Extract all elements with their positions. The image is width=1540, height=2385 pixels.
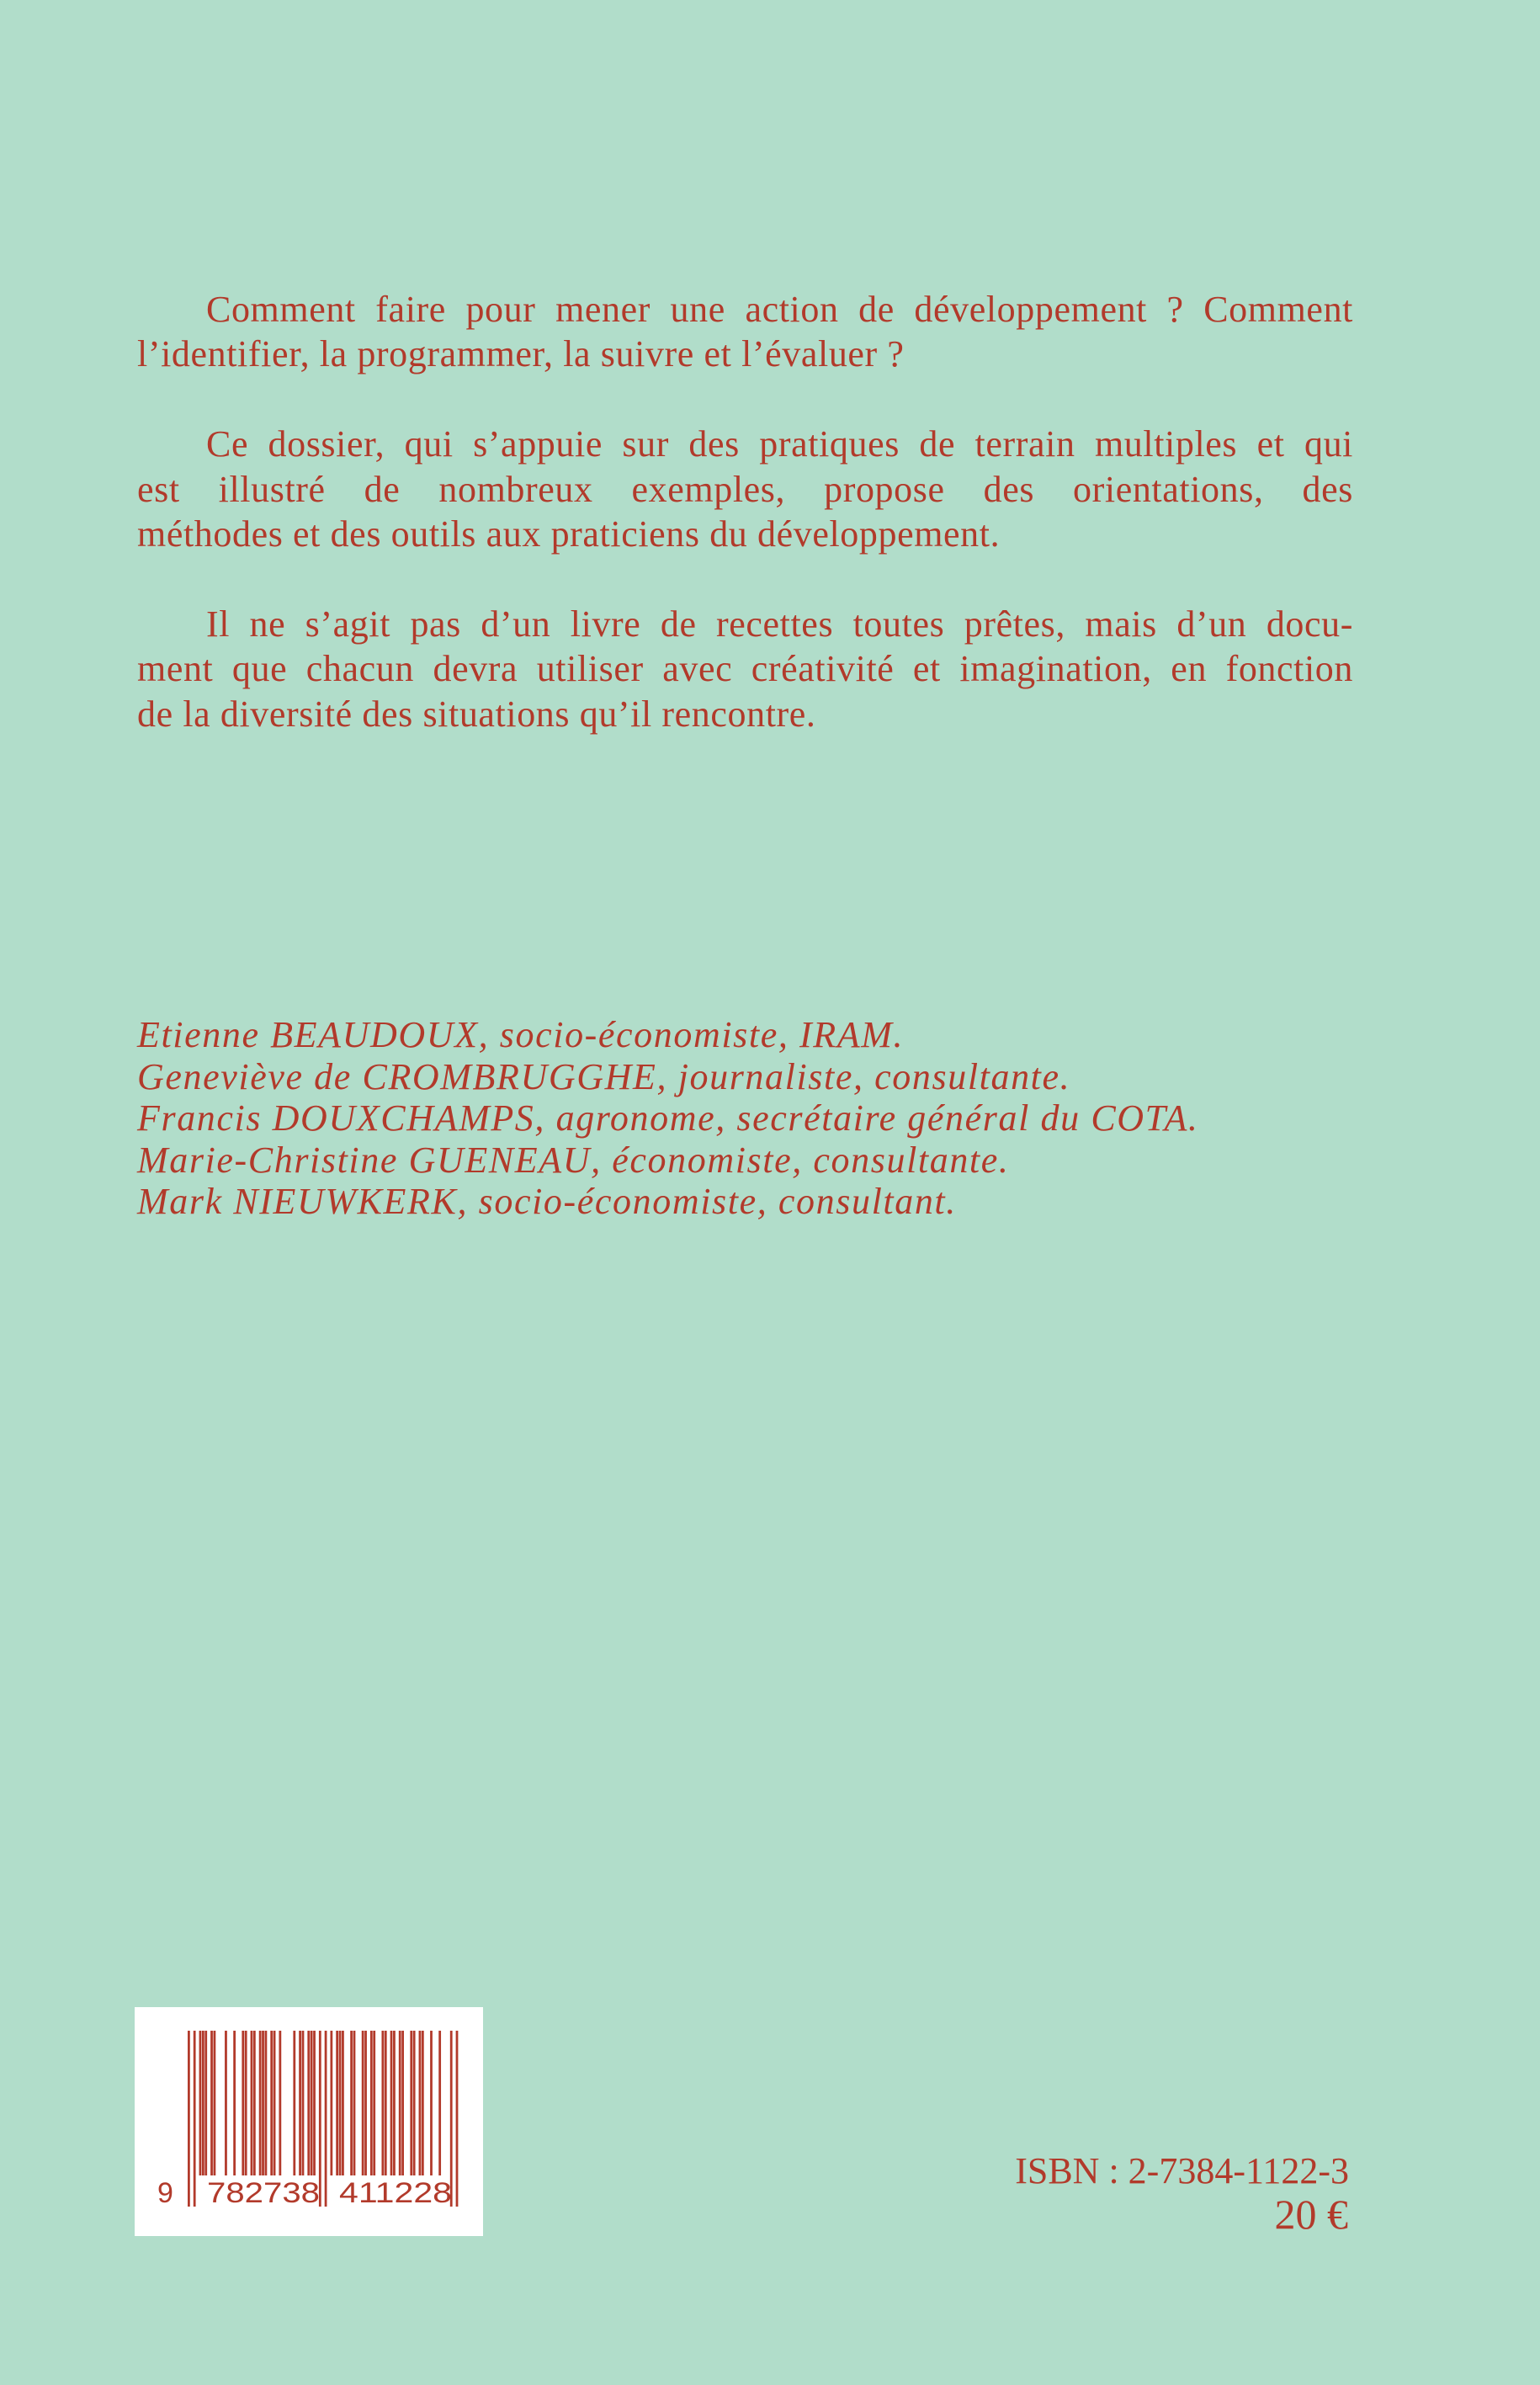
- author-entry: Francis DOUXCHAMPS, agronome, secrétaire général du COTA.: [137, 1097, 1199, 1139]
- blurb-line: l’identifier, la programmer, la suivre et l’évaluer ?: [137, 333, 905, 375]
- blurb-line: méthodes et des outils aux praticiens du développement.: [137, 513, 1001, 555]
- blurb-line: Comment faire pour mener une action de développement ? Comment: [206, 289, 1353, 330]
- price-label: 20 €: [1274, 2191, 1348, 2238]
- author-entry: Marie-Christine GUENEAU, économiste, consultante.: [137, 1139, 1010, 1181]
- isbn-label: ISBN : 2-7384-1122-3: [1015, 2150, 1349, 2191]
- barcode-digits-right: 411228: [339, 2177, 452, 2209]
- blurb-line: est illustré de nombreux exemples, propose des orientations, des: [137, 468, 1353, 510]
- blurb-paragraph-3: [137, 602, 1353, 736]
- blurb-line: Il ne s’agit pas d’un livre de recettes toutes prêtes, mais d’un docu-: [206, 603, 1353, 645]
- author-entry: Geneviève de CROMBRUGGHE, journaliste, consultante.: [137, 1055, 1071, 1097]
- author-entry: Mark NIEUWKERK, socio-économiste, consultant.: [137, 1181, 957, 1222]
- blurb-paragraph-2: [137, 422, 1353, 556]
- barcode-digit-first: 9: [157, 2177, 173, 2209]
- author-entry: Etienne BEAUDOUX, socio-économiste, IRAM.: [137, 1014, 905, 1055]
- back-cover-blurb: [137, 287, 1353, 781]
- barcode-bars-icon: [135, 2007, 483, 2236]
- author-list: [137, 1014, 1199, 1223]
- blurb-line: Ce dossier, qui s’appuie sur des pratiques de terrain multiples et qui: [206, 423, 1353, 465]
- barcode-digits-left: 782738: [207, 2177, 320, 2209]
- blurb-line: de la diversité des situations qu’il rencontre.: [137, 693, 816, 735]
- ean-barcode: [135, 2007, 483, 2236]
- blurb-line: ment que chacun devra utiliser avec créativité et imagination, en fonction: [137, 648, 1353, 690]
- blurb-paragraph-1: [137, 287, 1353, 377]
